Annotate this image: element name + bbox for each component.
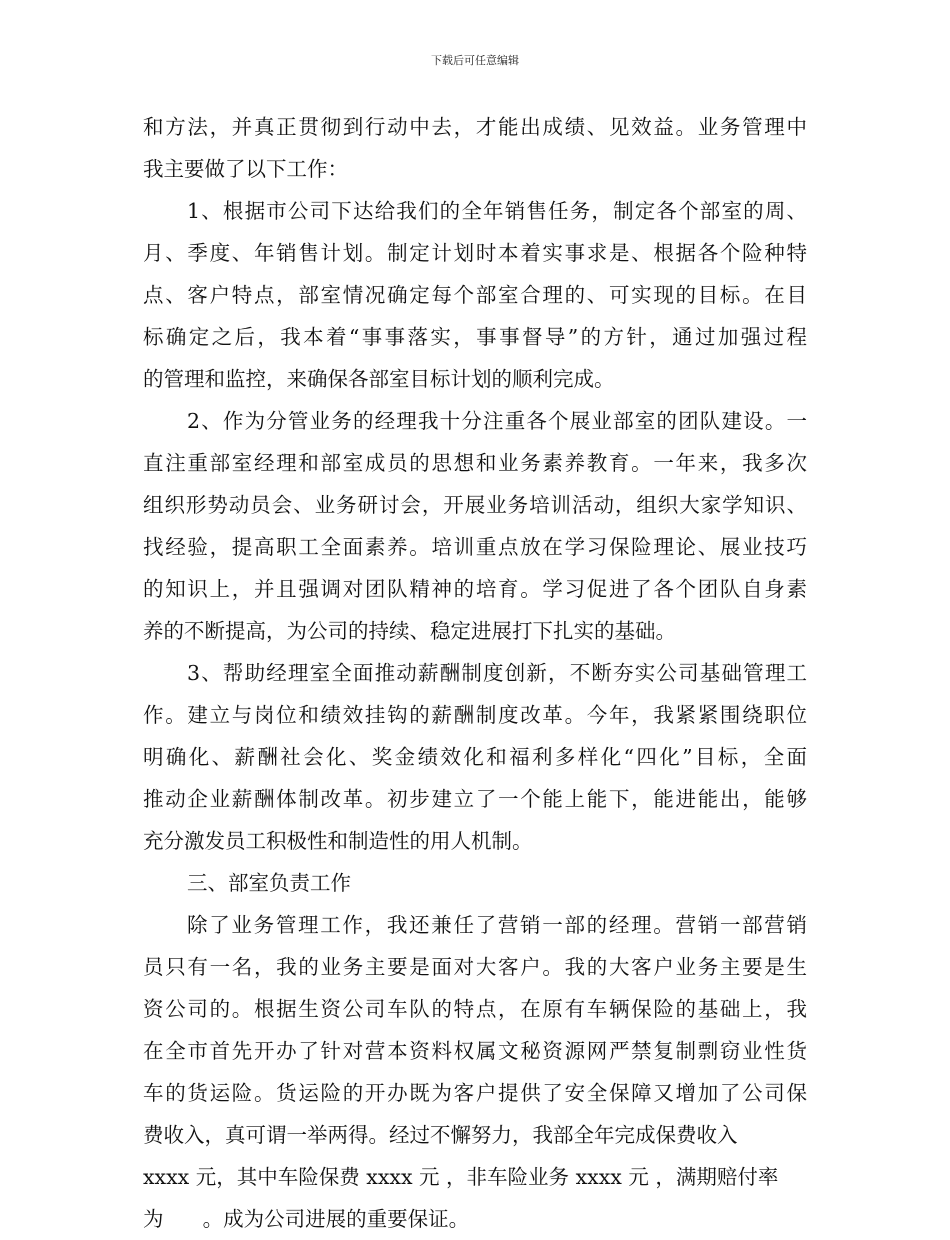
page-header: 下载后可任意编辑 (431, 54, 519, 67)
paragraph-line: 标确定之后，我本着“事事落实，事事督导”的方针，通过加强过程 (143, 325, 807, 349)
paragraph-line: 作。建立与岗位和绩效挂钩的薪酬制度改革。今年，我紧紧围绕职位 (143, 703, 807, 727)
paragraph-line: 直注重部室经理和部室成员的思想和业务素养教育。一年来，我多次 (143, 451, 807, 475)
paragraph-line: 和方法，并真正贯彻到行动中去，才能出成绩、见效益。业务管理中 (143, 115, 807, 139)
paragraph-line: 车的货运险。货运险的开办既为客户提供了安全保障又增加了公司保 (143, 1081, 807, 1105)
paragraph-line: xxxx 元，其中车险保费 xxxx 元 ，非车险业务 xxxx 元 ，满期赔付率 (143, 1165, 779, 1189)
paragraph-line: 2、作为分管业务的经理我十分注重各个展业部室的团队建设。一 (187, 409, 807, 433)
paragraph-line: 资公司的。根据生资公司车队的特点，在原有车辆保险的基础上，我 (143, 997, 807, 1021)
paragraph-line: 明确化、薪酬社会化、奖金绩效化和福利多样化“四化”目标，全面 (143, 745, 807, 769)
paragraph-line: 1、根据市公司下达给我们的全年销售任务，制定各个部室的周、 (187, 199, 807, 223)
paragraph-line: 员只有一名，我的业务主要是面对大客户。我的大客户业务主要是生 (143, 955, 807, 979)
paragraph-line: 的知识上，并且强调对团队精神的培育。学习促进了各个团队自身素 (143, 577, 807, 601)
paragraph-line: 养的不断提高，为公司的持续、稳定进展打下扎实的基础。 (143, 619, 676, 643)
paragraph-line: 组织形势动员会、业务研讨会，开展业务培训活动，组织大家学知识、 (143, 493, 807, 517)
paragraph-line: 的管理和监控，来确保各部室目标计划的顺利完成。 (143, 367, 615, 391)
paragraph-line: 我主要做了以下工作： (143, 157, 348, 181)
document-body (143, 106, 807, 1240)
section-heading: 三、部室负责工作 (187, 871, 351, 895)
paragraph-line: 月、季度、年销售计划。制定计划时本着实事求是、根据各个险种特 (143, 241, 807, 265)
paragraph-line: 在全市首先开办了针对营本资料权属文秘资源网严禁复制剽窃业性货 (143, 1039, 807, 1063)
paragraph-line: 充分激发员工积极性和制造性的用人机制。 (143, 829, 533, 853)
paragraph-line: 除了业务管理工作，我还兼任了营销一部的经理。营销一部营销 (187, 913, 807, 937)
paragraph-line: 3、帮助经理室全面推动薪酬制度创新，不断夯实公司基础管理工 (187, 661, 807, 685)
paragraph-line: 点、客户特点，部室情况确定每个部室合理的、可实现的目标。在目 (143, 283, 807, 307)
paragraph-line: 推动企业薪酬体制改革。初步建立了一个能上能下，能进能出，能够 (143, 787, 807, 811)
paragraph-line: 找经验，提高职工全面素养。培训重点放在学习保险理论、展业技巧 (143, 535, 807, 559)
paragraph-line: 费收入，真可谓一举两得。经过不懈努力，我部全年完成保费收入 (143, 1123, 738, 1147)
paragraph-line: 为 。成为公司进展的重要保证。 (143, 1207, 470, 1231)
